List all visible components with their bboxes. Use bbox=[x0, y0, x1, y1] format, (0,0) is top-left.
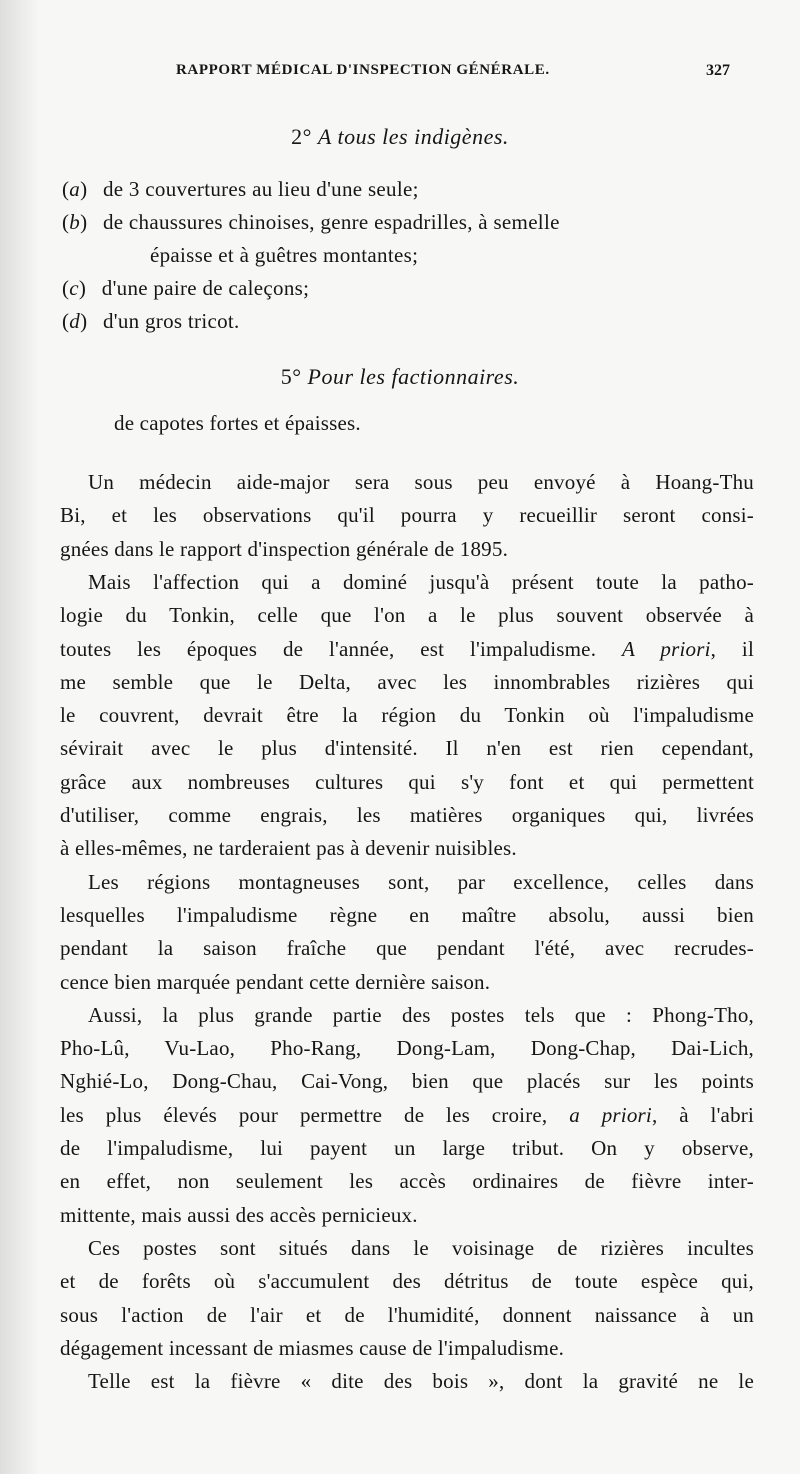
body-line: gnées dans le rapport d'inspection générale de 1895. bbox=[60, 536, 509, 561]
body-line: dégagement incessant de miasmes cause de l'impaludisme. bbox=[60, 1335, 565, 1360]
body-line: pendant la saison fraîche que pendant l'été, avec recrudes- bbox=[60, 936, 754, 961]
body-line: Pho-Lû, Vu-Lao, Pho-Rang, Dong-Lam, Dong-Chap, Dai-Lich, bbox=[60, 1036, 754, 1061]
body-line: me semble que le Delta, avec les innombrables rizières qui bbox=[60, 669, 754, 694]
body-line: Bi, et les observations qu'il pourra y recueillir seront consi- bbox=[60, 503, 754, 528]
body-line: Telle est la fièvre « dite des bois », dont la gravité ne le bbox=[88, 1369, 754, 1394]
item-text: de 3 couvertures au lieu d'une seule; bbox=[102, 177, 419, 201]
running-head: RAPPORT MÉDICAL D'INSPECTION GÉNÉRALE. bbox=[176, 62, 550, 78]
section-heading: Pour les factionnaires. bbox=[307, 364, 520, 389]
binding-shadow bbox=[0, 0, 40, 1474]
list-item-b: (b) de chaussures chinoises, genre espadrilles, à semelle bbox=[62, 210, 560, 234]
list-item-b-continuation: épaisse et à guêtres montantes; bbox=[150, 243, 419, 267]
body-line: en effet, non seulement les accès ordinaires de fièvre inter- bbox=[60, 1169, 754, 1194]
body-line: grâce aux nombreuses cultures qui s'y font et qui permettent bbox=[60, 769, 754, 794]
body-line: sous l'action de l'air et de l'humidité, donnent naissance à un bbox=[60, 1302, 754, 1327]
body-line: Les régions montagneuses sont, par excellence, celles dans bbox=[88, 869, 754, 894]
item-text: de chaussures chinoises, genre espadrilles, à semelle bbox=[102, 210, 560, 234]
body-line: sévirait avec le plus d'intensité. Il n'en est rien cependant, bbox=[60, 736, 754, 761]
section-number: 5° bbox=[280, 364, 302, 389]
body-line: de l'impaludisme, lui payent un large tribut. On y observe, bbox=[60, 1136, 754, 1160]
list-item-a: (a) de 3 couvertures au lieu d'une seule; bbox=[62, 177, 419, 201]
section-title-indigenes bbox=[0, 124, 800, 150]
body-line: mittente, mais aussi des accès pernicieux. bbox=[60, 1202, 418, 1227]
body-line: lesquelles l'impaludisme règne en maître absolu, aussi bien bbox=[60, 902, 754, 927]
page-number: 327 bbox=[706, 62, 730, 79]
item-text: d'une paire de caleçons; bbox=[101, 276, 310, 300]
body-line: Aussi, la plus grande partie des postes tels que : Phong-Tho, bbox=[88, 1002, 754, 1027]
factionnaires-text: de capotes fortes et épaisses. bbox=[114, 411, 361, 435]
body-line: le couvrent, devrait être la région du Tonkin où l'impaludisme bbox=[60, 703, 754, 728]
body-line: logie du Tonkin, celle que l'on a le plus souvent observée à bbox=[60, 603, 754, 628]
item-letter: b bbox=[69, 210, 81, 234]
section-heading: A tous les indigènes. bbox=[317, 124, 509, 149]
section-number: 2° bbox=[291, 124, 312, 149]
section-title-factionnaires bbox=[0, 364, 800, 390]
body-line: et de forêts où s'accumulent des détritus de toute espèce qui, bbox=[60, 1269, 754, 1294]
item-text: d'un gros tricot. bbox=[102, 309, 240, 333]
body-line: les plus élevés pour permettre de les croire, a priori, à l'abri bbox=[60, 1102, 754, 1127]
body-line: Mais l'affection qui a dominé jusqu'à présent toute la patho- bbox=[88, 569, 754, 594]
list-item-d: (d) d'un gros tricot. bbox=[62, 309, 240, 333]
body-line: Un médecin aide-major sera sous peu envoyé à Hoang-Thu bbox=[88, 470, 754, 494]
item-letter: c bbox=[69, 276, 79, 300]
list-item-c: (c) d'une paire de caleçons; bbox=[62, 276, 310, 300]
body-line: toutes les époques de l'année, est l'impaludisme. A priori, il bbox=[60, 636, 754, 661]
item-letter: a bbox=[69, 177, 81, 201]
body-line: à elles-mêmes, ne tarderaient pas à devenir nuisibles. bbox=[60, 836, 517, 861]
body-line: cence bien marquée pendant cette dernière saison. bbox=[60, 969, 491, 994]
body-line: Ces postes sont situés dans le voisinage de rizières incultes bbox=[88, 1235, 754, 1260]
item-letter: d bbox=[69, 309, 81, 333]
body-line: Nghié-Lo, Dong-Chau, Cai-Vong, bien que placés sur les points bbox=[60, 1069, 754, 1094]
body-line: d'utiliser, comme engrais, les matières organiques qui, livrées bbox=[60, 803, 754, 827]
